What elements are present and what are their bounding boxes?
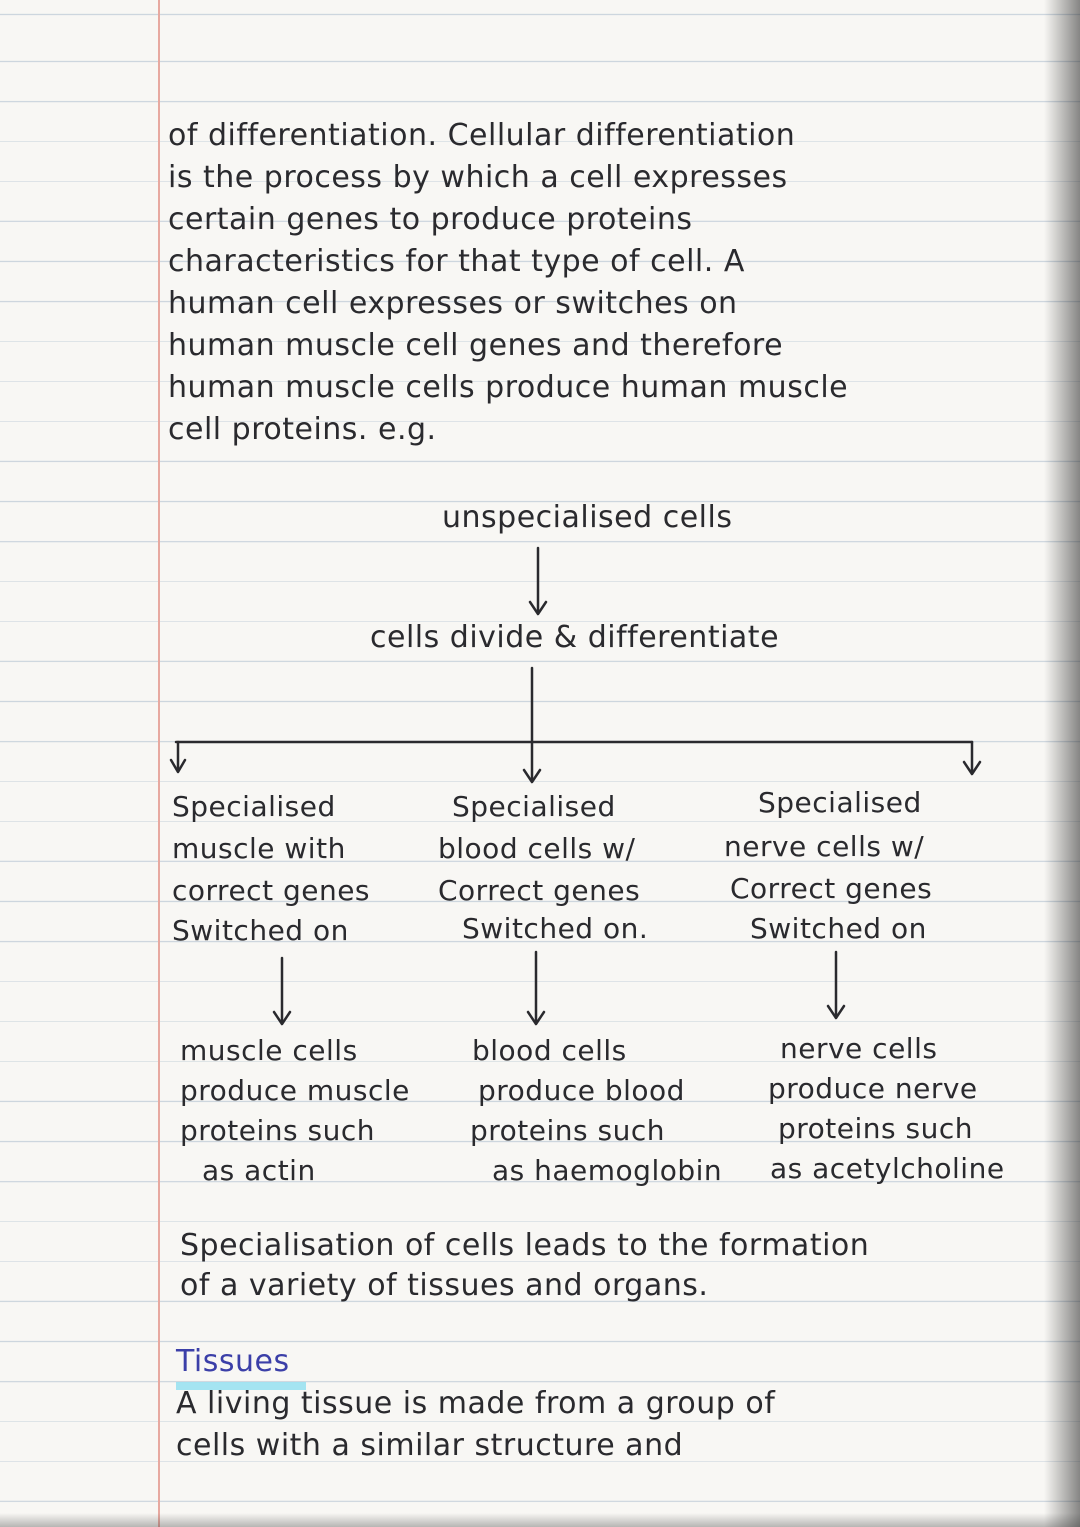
tissues-heading: Tissues bbox=[176, 1344, 290, 1379]
branch-muscle-specialised-4: Switched on bbox=[172, 914, 349, 947]
branch-nerve-specialised-1: Specialised bbox=[758, 786, 922, 819]
paragraph-line-6: human muscle cell genes and therefore bbox=[168, 328, 784, 363]
page-edge-shadow bbox=[1044, 0, 1080, 1527]
branch-blood-specialised-1: Specialised bbox=[452, 790, 616, 823]
paragraph-line-7: human muscle cells produce human muscle bbox=[168, 370, 849, 405]
result-muscle-1: muscle cells bbox=[180, 1034, 358, 1067]
branch-muscle-specialised-3: correct genes bbox=[172, 874, 371, 907]
paragraph-line-8: cell proteins. e.g. bbox=[168, 412, 437, 447]
result-blood-3: proteins such bbox=[470, 1114, 665, 1147]
branch-nerve-specialised-3: Correct genes bbox=[730, 872, 933, 905]
result-muscle-3: proteins such bbox=[180, 1114, 375, 1147]
result-blood-2: produce blood bbox=[478, 1074, 685, 1107]
branch-blood-specialised-4: Switched on. bbox=[462, 912, 649, 945]
paragraph-line-1: of differentiation. Cellular differentiation bbox=[168, 118, 796, 153]
result-nerve-2: produce nerve bbox=[768, 1072, 978, 1105]
tissues-line-1: A living tissue is made from a group of bbox=[176, 1386, 776, 1421]
branch-blood-specialised-2: blood cells w/ bbox=[438, 832, 636, 865]
result-muscle-4: as actin bbox=[202, 1154, 316, 1187]
result-blood-4: as haemoglobin bbox=[492, 1154, 723, 1187]
diagram-middle-label: cells divide & differentiate bbox=[370, 620, 780, 655]
branch-nerve-specialised-2: nerve cells w/ bbox=[724, 830, 925, 863]
paragraph-line-2: is the process by which a cell expresses bbox=[168, 160, 788, 195]
branch-muscle-specialised-2: muscle with bbox=[172, 832, 346, 865]
specialisation-line-2: of a variety of tissues and organs. bbox=[180, 1268, 709, 1303]
specialisation-line-1: Specialisation of cells leads to the formation bbox=[180, 1228, 870, 1263]
branch-blood-specialised-3: Correct genes bbox=[438, 874, 641, 907]
result-muscle-2: produce muscle bbox=[180, 1074, 410, 1107]
branch-nerve-specialised-4: Switched on bbox=[750, 912, 927, 945]
result-blood-1: blood cells bbox=[472, 1034, 627, 1067]
branch-muscle-specialised-1: Specialised bbox=[172, 790, 336, 823]
paragraph-line-3: certain genes to produce proteins bbox=[168, 202, 693, 237]
tissues-line-2: cells with a similar structure and bbox=[176, 1428, 684, 1463]
paragraph-line-4: characteristics for that type of cell. A bbox=[168, 244, 745, 279]
result-nerve-3: proteins such bbox=[778, 1112, 973, 1145]
page-bottom-shadow bbox=[0, 1513, 1080, 1527]
result-nerve-4: as acetylcholine bbox=[770, 1152, 1005, 1185]
diagram-root-label: unspecialised cells bbox=[442, 500, 733, 535]
paragraph-line-5: human cell expresses or switches on bbox=[168, 286, 738, 321]
result-nerve-1: nerve cells bbox=[780, 1032, 938, 1065]
